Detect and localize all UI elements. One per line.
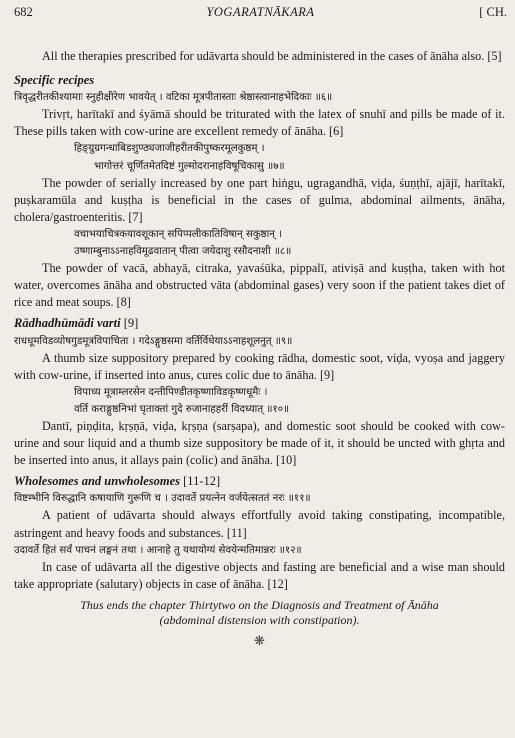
chapter-mark: [ CH. bbox=[479, 5, 507, 19]
sanskrit-verse: हिङ्ग्रुग्रगन्धाबिडशुण्ठ्यजाजीहरीतकीपुष्करमूलकुष्ठम् । bbox=[74, 143, 265, 155]
sanskrit-verse: राधधूमविडव्योषगुडमूत्रविपाचिता । गदेऽङ्गुष्ठसमा वर्तिर्विधेयाऽऽनाहशूलनुत् ॥९॥ bbox=[14, 335, 293, 347]
paragraph: A thumb size suppository prepared by cooking rādha, domestic soot, viḍa, vyoṣa and jaggery with cow-urine, if inserted into anus, cures colic due to ānāha. [9] bbox=[14, 350, 505, 382]
paragraph: The powder of serially increased by one part hiṅgu, ugragandhā, viḍa, śuṇṭhī, ajājī, harītakī, puṣkaramūla and kuṣṭha is beneficial in the cases of gulma, abdominal ailments, ānāha, cholera/gastroenteritis. [7] bbox=[14, 175, 505, 224]
section-heading: Rādhadhūmādi varti [9] bbox=[14, 316, 139, 331]
ornament-icon: ❋ bbox=[254, 632, 265, 648]
sanskrit-verse: भागोत्तरं चूर्णितमेतदिष्टं गुल्मोदरानाहविषूचिकासु ॥७॥ bbox=[94, 160, 285, 172]
colophon-line: (abdominal distension with constipation). bbox=[159, 612, 360, 627]
sanskrit-verse: विपाच्य मूत्राम्लरसेन दन्तीपिण्डीतकृष्णाविडकृष्णधूमैः । bbox=[74, 386, 268, 398]
paragraph: The powder of vacā, abhayā, citraka, yavaśūka, pippalī, ativiṣā and kuṣṭha, taken with hot water, overcomes ānāha and obstructed vāta (abdominal gases) very soon if the patient takes diet of rice and meat soups. [8] bbox=[14, 261, 505, 310]
page-number: 682 bbox=[14, 5, 33, 19]
section-heading: Specific recipes bbox=[14, 73, 95, 88]
sanskrit-verse: वचाभयाचित्रकयावशूकान् सपिप्पलीकातिविषान् सकुष्ठान् । bbox=[74, 228, 283, 240]
section-heading: Wholesomes and unwholesomes [11-12] bbox=[14, 474, 221, 489]
paragraph: Dantī, piṇḍita, kṛṣṇā, viḍa, kṛṣṇa (sarṣapa), and domestic soot should be cooked with cow-urine and sour liquid and a thumb size suppository be made of it, it should be uncted with ghṛta and be inserted into anus, it allays pain (colic) and ānāha. [10] bbox=[14, 418, 505, 468]
colophon-line: Thus ends the chapter Thirtytwo on the Diagnosis and Treatment of Ānāha bbox=[80, 597, 439, 612]
sanskrit-verse: त्रिवृद्धरीतकीश्यामाः स्नुहीक्षीरेण भावयेत् । वटिका मूत्रपीतास्ताः श्रेष्ठास्त्वानाहभेदिकाः ॥६॥ bbox=[14, 92, 333, 104]
sanskrit-verse: वर्ति कराङ्गुष्ठनिभां घृताक्तां गुदे रुजानाहहरीं विदध्यात् ॥१०॥ bbox=[74, 403, 290, 415]
paragraph: A patient of udāvarta should always effortfully avoid taking constipating, incompatible, astringent and heavy foods and substances. [11] bbox=[14, 508, 505, 540]
chapter-colophon bbox=[14, 598, 505, 628]
paragraph: In case of udāvarta all the digestive objects and fasting are beneficial and a wise man should take appropriate (salutary) objects in case of ānāha. [12] bbox=[14, 559, 505, 591]
running-title: YOGARATNĀKARA bbox=[206, 5, 315, 19]
running-header bbox=[14, 5, 507, 23]
sanskrit-verse: विष्टम्भीनि विरुद्धानि कषायाणि गुरूणि च । उदावर्ते प्रयत्नेन वर्जयेत्सततं नरः ॥११॥ bbox=[14, 493, 311, 505]
paragraph: Trivṛt, harītakī and śyāmā should be triturated with the latex of snuhī and pills be made of it. These pills taken with cow-urine are excellent remedy of ānāha. [6] bbox=[14, 107, 505, 139]
sanskrit-verse: उष्णाम्बुनाऽऽनाहविमूढवातान् पीत्वा जयेदाशु रसौदनाशी ॥८॥ bbox=[74, 246, 292, 258]
paragraph: All the therapies prescribed for udāvarta should be administered in the cases of ānāha also. [5] bbox=[42, 49, 502, 63]
page-body bbox=[14, 48, 505, 649]
sanskrit-verse: उदावर्ते हितं सर्वं पाचनं लङ्घनं तथा । आनाहे तु यथायोग्यं सेवयेन्मतिमान्नरः ॥१२॥ bbox=[14, 544, 302, 556]
